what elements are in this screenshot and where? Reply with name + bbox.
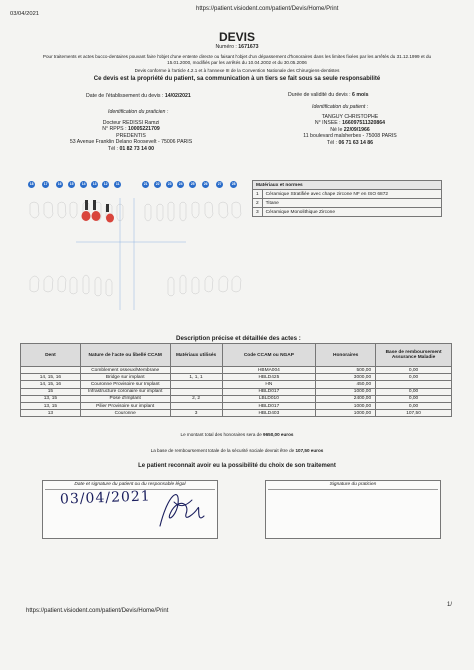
cell-dent: 15 [21, 388, 81, 395]
patient-signature-heading: Date et signature du patient ou du responsable légal [74, 482, 186, 487]
property-notice: Ce devis est la propriété du patient, sa communication à un tiers se fait sous sa seule responsabilité [93, 76, 381, 82]
patient-address: 11 boulevard malsherbes - 75008 PARIS [303, 133, 397, 140]
handwritten-date: 03/04/2021 [59, 488, 151, 508]
print-url-header: https://patient.visiodent.com/patient/Devis/Home/Print [196, 6, 339, 12]
patient-tel [275, 140, 425, 146]
upper-teeth-outlines [30, 202, 241, 221]
cell-dent: 14, 15, 16 [21, 381, 81, 388]
cell-base: 0,00 [376, 374, 452, 381]
cell-hon: 1000,00 [316, 402, 376, 409]
validite-label: Durée de validité du devis : [288, 92, 351, 98]
page-number: 1/ [447, 602, 453, 608]
cell-mat: 3 [170, 410, 222, 417]
cell-nature: Pose d'implant [80, 395, 170, 402]
prat-tel-value: 01 82 73 14 00 [119, 145, 155, 152]
patient-name: TANGUY CHRISTOPHE [321, 114, 379, 120]
rpps-value: 10005221709 [127, 126, 160, 133]
material-label: Céramique Stratifiée avec chape zircone NF en ISO 6872 [262, 190, 441, 199]
cell-code: HBLD017 [222, 388, 316, 395]
total-honoraires-value: 9650,00 euros [263, 432, 294, 437]
consent-statement: Le patient reconnaît avoir eu la possibilité du choix de son traitement [138, 463, 336, 469]
cell-code: HBMA004 [222, 367, 316, 374]
table-row [21, 388, 452, 395]
lower-teeth-outlines [30, 275, 241, 296]
print-url-footer: https://patient.visiodent.com/patient/Devis/Home/Print [26, 608, 169, 614]
cell-base [376, 381, 452, 388]
practitioner-company: PREDENTIS [116, 132, 146, 139]
cell-hon: 1000,00 [316, 388, 376, 395]
material-number: 1 [253, 190, 263, 199]
cell-hon: 2400,00 [316, 395, 376, 402]
numero-value: 1671673 [238, 44, 259, 50]
cell-code: HBLD425 [222, 374, 316, 381]
tooth-number: 25 [189, 181, 196, 188]
tooth-number: 26 [202, 181, 209, 188]
table-row [253, 199, 442, 208]
table-row [21, 410, 452, 417]
tooth-number: 16 [56, 181, 63, 188]
tooth-number: 28 [230, 181, 237, 188]
cell-mat: 2, 2 [170, 395, 222, 402]
col-dent: Dent [21, 344, 81, 367]
insee-value: 166097511320864 [342, 120, 386, 127]
tooth-number: 22 [154, 181, 161, 188]
cell-mat: 1, 1, 1 [170, 374, 222, 381]
cell-nature: Couronne Provisoire sur Implant [80, 381, 170, 388]
cell-dent: 14, 15, 16 [21, 374, 81, 381]
insee-label: N° INSEE : [314, 120, 341, 127]
table-row [253, 190, 442, 199]
cell-code: HBLD403 [222, 410, 316, 417]
materials-table [252, 180, 442, 217]
tooth-number: 12 [102, 181, 109, 188]
cell-dent: 13, 15 [21, 395, 81, 402]
cell-nature: Comblement osseux/Membrane [80, 367, 170, 374]
cell-nature: Pilier Provisoire sur implant [80, 402, 170, 409]
cell-code: LBLD010 [222, 395, 316, 402]
tooth-number: 21 [142, 181, 149, 188]
validity-duration [288, 92, 368, 98]
patient-heading: Identification du patient : [312, 104, 369, 110]
practitioner-signature-box [265, 480, 441, 539]
cell-hon: 3000,00 [316, 374, 376, 381]
practitioner-block [56, 120, 206, 152]
cell-hon: 500,00 [316, 367, 376, 374]
numero-label: Numéro : [215, 44, 237, 50]
acts-table [20, 343, 452, 417]
cell-base: 0,00 [376, 395, 452, 402]
cell-hon: 1000,00 [316, 410, 376, 417]
col-code: Code CCAM ou NGAP [222, 344, 316, 367]
tooth-number: 27 [216, 181, 223, 188]
total-honoraires-text: Le montant total des honoraires sera de [180, 432, 262, 437]
cell-code: HBLD017 [222, 402, 316, 409]
col-honoraires: Honoraires [316, 344, 376, 367]
cell-mat [170, 388, 222, 395]
materials-heading: Matériaux et normes [253, 181, 442, 190]
cell-mat [170, 381, 222, 388]
cell-base: 107,50 [376, 410, 452, 417]
cell-dent: 13 [21, 410, 81, 417]
tooth-number: 14 [80, 181, 87, 188]
table-row [21, 402, 452, 409]
cell-nature: Couronne [80, 410, 170, 417]
material-number: 2 [253, 199, 263, 208]
table-row [21, 395, 452, 402]
born-value: 22/09/1966 [343, 126, 370, 133]
cell-nature: Bridge sur implant [80, 374, 170, 381]
table-row [21, 381, 452, 388]
total-base-text: La base de remboursement totale de la sécurité sociale devrait être de [150, 448, 295, 453]
handwritten-signature [150, 484, 210, 534]
practitioner-signature-heading: Signature du praticien [329, 482, 377, 487]
tooth-number: 18 [28, 181, 35, 188]
tooth-number: 11 [114, 181, 121, 188]
prat-tel-label: Tél : [107, 145, 118, 152]
rpps-label: N° RPPS : [102, 126, 127, 133]
validite-value: 6 mois [352, 92, 369, 98]
devis-number [0, 44, 474, 50]
practitioner-heading: Identification du praticien : [108, 109, 169, 115]
cell-base: 0,00 [376, 367, 452, 374]
pat-tel-label: Tél : [326, 139, 337, 146]
dental-chart [26, 190, 248, 317]
date-etab-label: Date de l'établissement du devis : [86, 93, 164, 99]
print-date: 03/04/2021 [10, 11, 40, 17]
total-base [0, 448, 474, 454]
tooth-number: 24 [177, 181, 184, 188]
cell-dent [21, 367, 81, 374]
cell-base: 0,00 [376, 402, 452, 409]
intro-paragraph: Pour traitements et actes bucco-dentaires pouvant faire l'objet d'une entente directe ou faisant l'objet d'un dépassement d'honoraires dans les limites fixées par les arrêtés du 31.12.1999 et du 15.01.2000, modifiés par les arrêtés du 10.04.2002 et du 30.05.2006 [42, 54, 432, 65]
document-title: DEVIS [218, 30, 255, 44]
convention-note: Devis conforme à l'article 4.2.1 et à l'annexe III de la Convention Nationale des Chirurgiens-dentistes [134, 68, 340, 73]
table-row [21, 374, 452, 381]
material-label: Céramique Monolithique Zircone [262, 208, 441, 217]
practitioner-tel [56, 146, 206, 152]
establishment-date [86, 93, 191, 99]
patient-block [275, 114, 425, 146]
table-row [253, 208, 442, 217]
pat-tel-value: 06 71 63 14 86 [338, 139, 374, 146]
col-nature: Nature de l'acte ou libellé CCAM [80, 344, 170, 367]
acts-header-row [21, 344, 452, 367]
implant-marks [85, 200, 109, 212]
date-etab-value: 14/02/2021 [164, 93, 191, 99]
acts-title: Description précise et détaillée des actes : [176, 335, 301, 342]
born-label: Né le [330, 126, 343, 133]
cell-hon: 450,00 [316, 381, 376, 388]
cell-mat [170, 402, 222, 409]
material-number: 3 [253, 208, 263, 217]
tooth-number: 13 [91, 181, 98, 188]
cell-mat [170, 367, 222, 374]
table-row [21, 367, 452, 374]
practitioner-name: Docteur REDISSI Ramzi [102, 120, 160, 126]
cell-code: HN [222, 381, 316, 388]
material-label: Titane [262, 199, 441, 208]
tooth-number: 15 [68, 181, 75, 188]
col-materiaux: Matériaux utilisés [170, 344, 222, 367]
cell-dent: 13, 15 [21, 402, 81, 409]
total-base-value: 107,50 euros [295, 448, 324, 453]
col-base: Base de remboursement Assurance Maladie [376, 344, 452, 367]
tooth-number: 23 [166, 181, 173, 188]
tooth-number: 17 [42, 181, 49, 188]
cell-base: 0,00 [376, 388, 452, 395]
total-honoraires [0, 432, 474, 438]
cell-nature: Infrastructure coronaire sur implant [80, 388, 170, 395]
practitioner-address: 53 Avenue Franklin Delano Roosevelt - 75006 PARIS [69, 139, 193, 146]
